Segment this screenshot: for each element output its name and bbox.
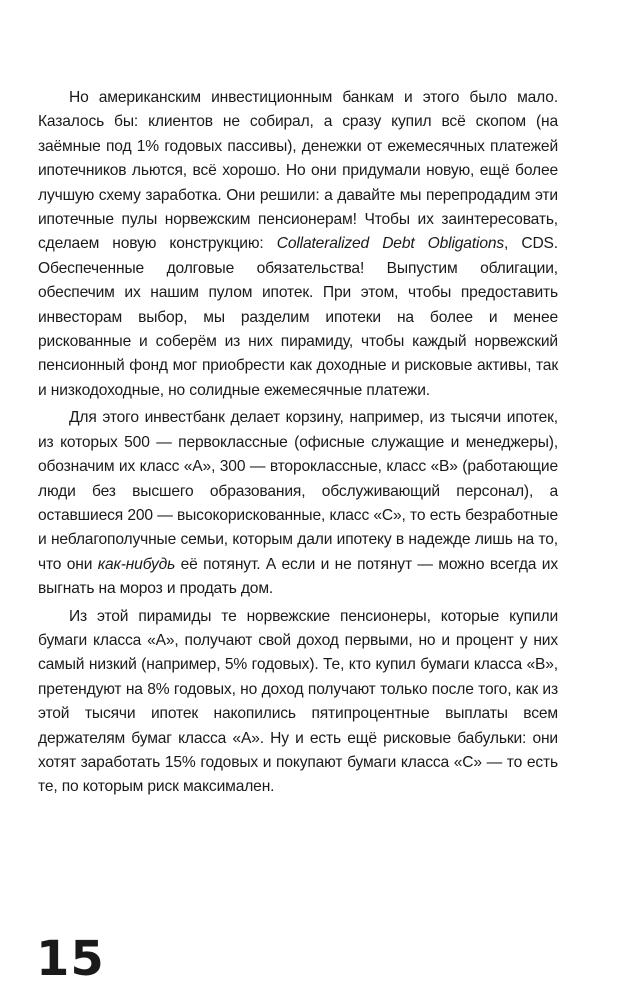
text-run: Но американским инвестиционным банкам и этого было мало. Казалось бы: клиентов не собирал, а сразу купил всё скопом (на заёмные под 1% годовых пассивы), денежки от ежемесячных платежей ипотечников льются, всё хорошо. Но они придумали новую, ещё более лучшую схему заработка. Они решили: а давайте мы перепродадим эти ипотечные пулы норвежским пенсионерам! Чтобы их заинтересовать, сделаем новую конструкцию: bbox=[38, 89, 558, 253]
paragraph-1 bbox=[38, 86, 558, 403]
text-run: , CDS. Обеспеченные долговые обязательства! Выпустим облигации, обеспечим их нашим пулом ипотек. При этом, чтобы предоставить инвесторам выбор, мы разделим ипотеки на более и менее рискованные и соберём из них пирамиду, чтобы каждый норвежский пенсионный фонд мог приобрести как доходные и рисковые активы, так и низкодоходные, но солидные ежемесячные платежи. bbox=[38, 235, 558, 399]
text-run: Из этой пирамиды те норвежские пенсионеры, которые купили бумаги класса «A», получают свой доход первыми, но и процент у них самый низкий (например, 5% годовых). Те, кто купил бумаги класса «B», претендуют на 8% годовых, но доход получают только после того, как из этой тысячи ипотек накопились пятипроцентные выплаты всем держателям бумаг класса «A». Ну и есть ещё рисковые бабульки: они хотят заработать 15% годовых и покупают бумаги класса «C» — то есть те, по которым риск максимален. bbox=[38, 607, 558, 796]
italic-word: как-нибудь bbox=[97, 555, 176, 573]
paragraph-3 bbox=[38, 605, 558, 800]
body-text bbox=[38, 86, 558, 803]
text-run: Для этого инвестбанк делает корзину, например, из тысячи ипотек, из которых 500 — первоклассные (офисные служащие и менеджеры), обозначим их класс «A», 300 — второклассные, класс «B» (работающие люди без высшего образования, обслуживающий персонал), а оставшиеся 200 — высокорискованные, класс «C», то есть безработные и неблагополучные семьи, которым дали ипотеку в надежде лишь на то, что они bbox=[38, 409, 558, 573]
italic-term: Collateralized Debt Obligations bbox=[276, 235, 505, 253]
page-number: 15 bbox=[36, 931, 105, 987]
text-run: её потянут. А если и не потянут — можно всегда их выгнать на мороз и продать дом. bbox=[38, 555, 558, 598]
paragraph-2 bbox=[38, 406, 558, 601]
